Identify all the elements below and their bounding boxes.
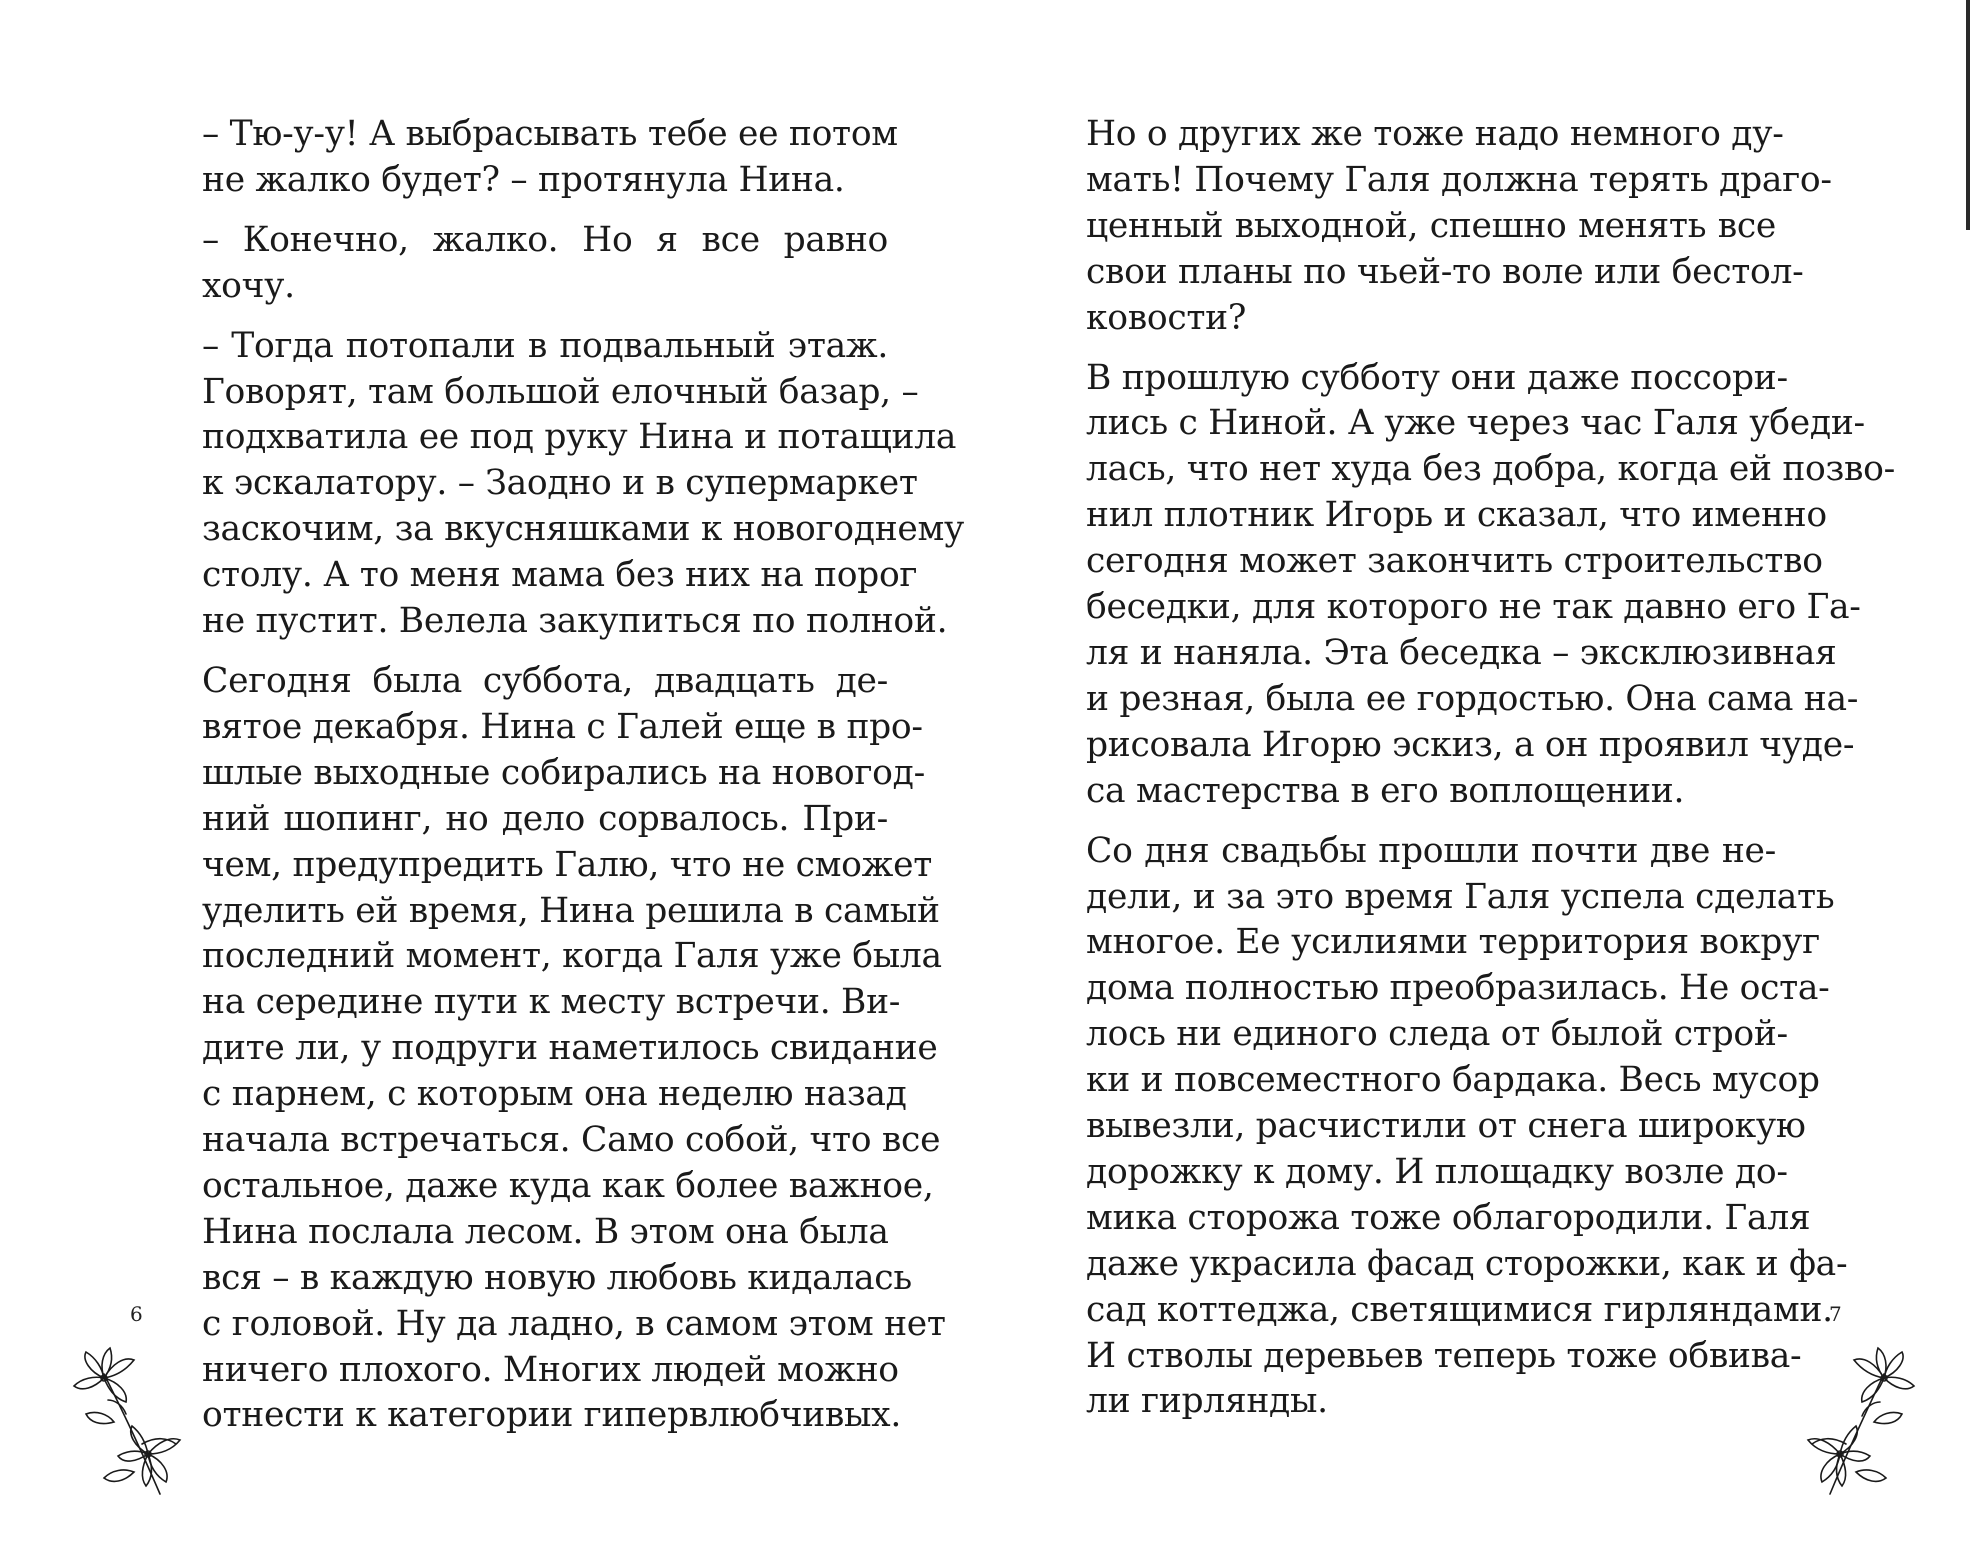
text-line: В прошлую субботу они даже поссори- (1086, 357, 1788, 398)
text-line: начала встречаться. Само собой, что все (202, 1120, 941, 1161)
text-line: нил плотник Игорь и сказал, что именно (1086, 495, 1827, 536)
text-line: – Тю-у-у! А выбрасывать тебе ее потом (202, 114, 898, 154)
page-edge-shadow (1966, 0, 1970, 230)
text-line: многое. Ее усилиями территория вокруг (1086, 922, 1820, 963)
text-line: – Конечно, жалко. Но я все равно (202, 219, 888, 260)
text-line: И стволы деревьев теперь тоже обвива- (1086, 1335, 1802, 1376)
text-line: мика сторожа тоже облагородили. Галя (1086, 1197, 1811, 1238)
text-line: отнести к категории гипервлюбчивых. (202, 1395, 902, 1436)
text-line: шлые выходные собирались на новогод- (202, 752, 925, 793)
text-line: вывезли, расчистили от снега широкую (1086, 1106, 1806, 1147)
text-line: ний шопинг, но дело сорвалось. При- (202, 798, 888, 839)
text-line: дома полностью преобразилась. Не оста- (1086, 968, 1830, 1009)
text-line: ценный выходной, спешно менять все (1086, 205, 1776, 246)
text-line: сад коттеджа, светящимися гирляндами. (1086, 1289, 1833, 1330)
text-line: дите ли, у подруги наметилось свидание (202, 1028, 938, 1069)
text-line: лось ни единого следа от былой строй- (1086, 1014, 1788, 1055)
text-line: и резная, была ее гордостью. Она сама на- (1086, 678, 1859, 719)
text-line: уделить ей время, Нина решила в самый (202, 890, 940, 931)
text-line: с головой. Ну да ладно, в самом этом нет (202, 1303, 946, 1344)
text-line: ничего плохого. Многих людей можно (202, 1349, 899, 1390)
text-line: Но о других же тоже надо немного ду- (1086, 114, 1784, 154)
text-line: дорожку к дому. И площадку возле до- (1086, 1151, 1788, 1192)
text-line: Со дня свадьбы прошли почти две не- (1086, 830, 1776, 871)
text-line: Сегодня была суббота, двадцать де- (202, 660, 888, 701)
right-page-text (1086, 112, 1895, 1425)
text-line: сегодня может закончить строительство (1086, 541, 1823, 582)
flower-ornament-right (1776, 1344, 1926, 1504)
text-line: свои планы по чьей-то воле или бестол- (1086, 251, 1804, 292)
text-line: Говорят, там большой елочный базар, – (202, 371, 919, 412)
flower-ornament-left (64, 1344, 214, 1504)
text-line: ля и наняла. Эта беседка – эксклюзивная (1086, 632, 1837, 673)
left-page-text (202, 112, 965, 1439)
text-line: дели, и за это время Галя успела сделать (1086, 876, 1835, 917)
text-line: остальное, даже куда как более важное, (202, 1165, 934, 1206)
text-line: мать! Почему Галя должна терять драго- (1086, 159, 1832, 200)
text-line: – Тогда потопали в подвальный этаж. (202, 325, 888, 366)
text-line: чем, предупредить Галю, что не сможет (202, 844, 932, 885)
text-line: заскочим, за вкусняшками к новогоднему (202, 509, 965, 550)
text-line: на середине пути к месту встречи. Ви- (202, 982, 901, 1023)
text-line: ли гирлянды. (1086, 1381, 1328, 1422)
text-line: даже украсила фасад сторожки, как и фа- (1086, 1243, 1848, 1284)
text-line: Нина послала лесом. В этом она была (202, 1211, 889, 1252)
page-number-left: 6 (130, 1302, 143, 1326)
text-line: не жалко будет? – протянула Нина. (202, 159, 845, 200)
text-line: лась, что нет худа без добра, когда ей позво- (1086, 449, 1895, 490)
text-line: беседки, для которого не так давно его Га- (1086, 587, 1861, 628)
text-line: к эскалатору. – Заодно и в супермаркет (202, 463, 918, 504)
page-number-right: 7 (1829, 1302, 1842, 1326)
text-line: са мастерства в его воплощении. (1086, 770, 1685, 811)
text-line: вятое декабря. Нина с Галей еще в про- (202, 706, 923, 747)
text-line: столу. А то меня мама без них на порог (202, 555, 918, 596)
text-line: вся – в каждую новую любовь кидалась (202, 1257, 912, 1298)
text-line: ки и повсеместного бардака. Весь мусор (1086, 1060, 1820, 1101)
text-line: лись с Ниной. А уже через час Галя убеди- (1086, 403, 1865, 444)
text-line: с парнем, с которым она неделю назад (202, 1074, 907, 1115)
text-line: подхватила ее под руку Нина и потащила (202, 417, 957, 458)
text-line: последний момент, когда Галя уже была (202, 936, 942, 977)
text-line: ковости? (1086, 297, 1247, 338)
text-line: хочу. (202, 265, 295, 306)
text-line: не пустит. Велела закупиться по полной. (202, 601, 948, 642)
text-line: рисовала Игорю эскиз, а он проявил чуде- (1086, 724, 1855, 765)
